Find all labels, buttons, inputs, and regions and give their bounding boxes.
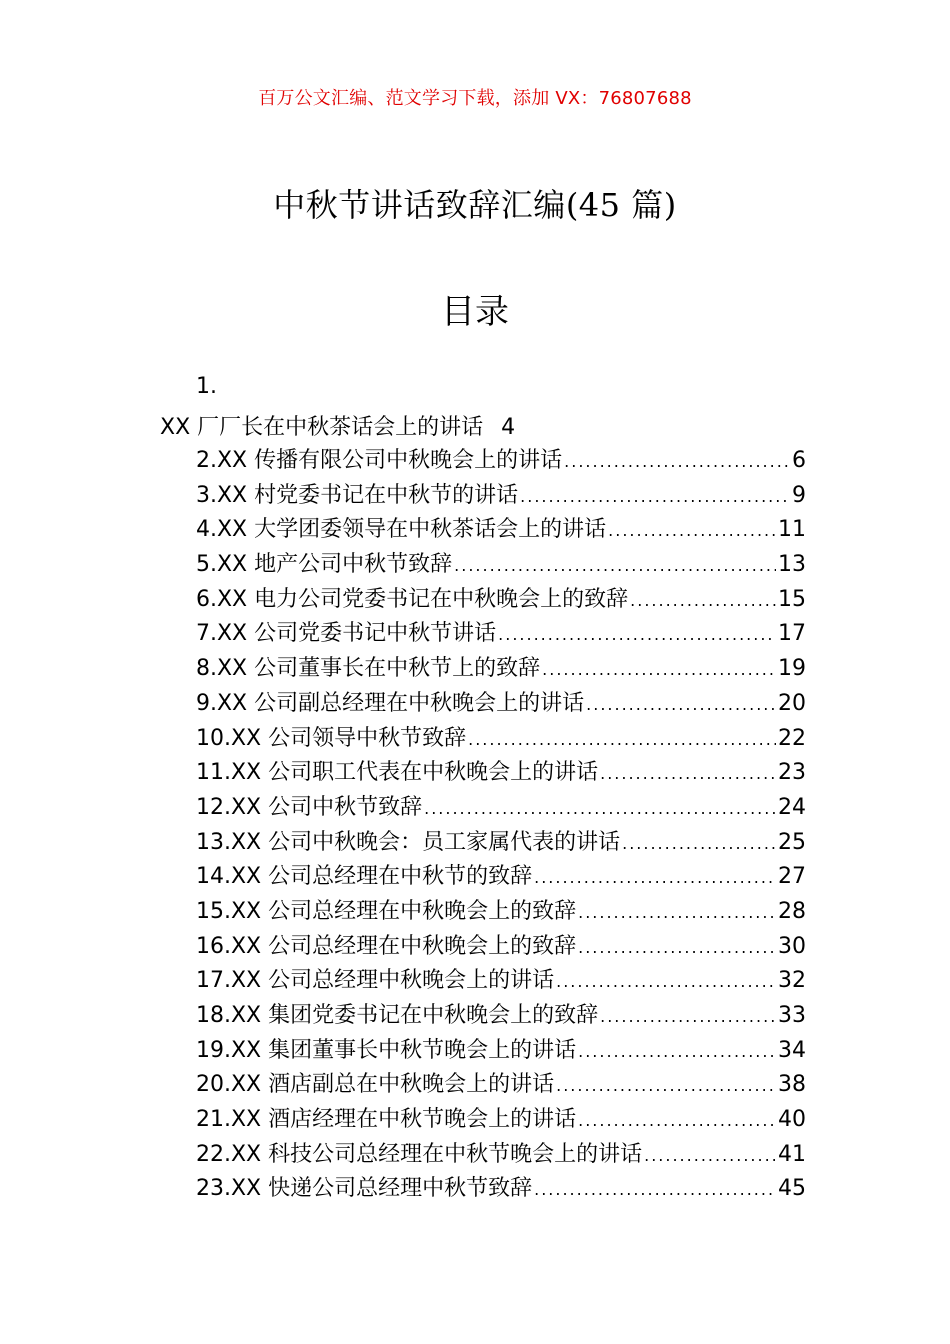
toc-entry[interactable] xyxy=(196,756,806,791)
toc-entry[interactable] xyxy=(196,895,806,930)
document-title xyxy=(0,180,950,226)
toc-entry-page: 32 xyxy=(778,968,806,994)
toc-entry-label: 8.XX 公司董事长在中秋节上的致辞 xyxy=(196,656,541,682)
document-title-main: 中秋节讲话致辞汇编 xyxy=(273,186,566,224)
toc-entry[interactable] xyxy=(196,1172,806,1207)
toc-entry-label: 6.XX 电力公司党委书记在中秋晚会上的致辞 xyxy=(196,586,629,612)
toc-entry-label: 5.XX 地产公司中秋节致辞 xyxy=(196,552,453,578)
toc-entry-page: 19 xyxy=(778,656,806,682)
toc-dot-leader xyxy=(600,999,776,1035)
toc-dot-leader xyxy=(520,479,790,515)
toc-dot-leader xyxy=(556,964,776,1000)
toc-entry[interactable] xyxy=(196,1103,806,1138)
toc-dot-leader xyxy=(578,930,776,966)
toc-dot-leader xyxy=(556,1068,776,1104)
toc-entry-label: 19.XX 集团董事长中秋节晚会上的讲话 xyxy=(196,1037,577,1063)
toc-entry-1-page: 4 xyxy=(501,415,516,440)
toc-entry-page: 28 xyxy=(778,898,806,924)
toc-entry-page: 27 xyxy=(778,864,806,890)
toc-dot-leader xyxy=(578,1034,776,1070)
toc-entry-page: 34 xyxy=(778,1037,806,1063)
toc-entry-label: 15.XX 公司总经理在中秋晚会上的致辞 xyxy=(196,898,577,924)
toc-entry-page: 38 xyxy=(778,1072,806,1098)
toc-dot-leader xyxy=(468,722,776,758)
toc-entry[interactable] xyxy=(196,1034,806,1069)
toc-entry-label: 14.XX 公司总经理在中秋节的致辞 xyxy=(196,864,533,890)
toc-dot-leader xyxy=(578,895,776,931)
toc-entry-label: 16.XX 公司总经理在中秋晚会上的致辞 xyxy=(196,933,577,959)
toc-entry-page: 13 xyxy=(778,552,806,578)
toc-entry-page: 15 xyxy=(778,586,806,612)
toc-entry-label: 22.XX 科技公司总经理在中秋节晚会上的讲话 xyxy=(196,1141,643,1167)
toc-entry[interactable] xyxy=(196,722,806,757)
toc-entry[interactable] xyxy=(196,652,806,687)
toc-entry[interactable] xyxy=(196,860,806,895)
toc-entry-page: 6 xyxy=(792,448,806,473)
toc-entry[interactable] xyxy=(196,617,806,652)
toc-entry-1[interactable] xyxy=(160,410,515,441)
toc-entry-page: 17 xyxy=(778,621,806,647)
toc-entry-label: 17.XX 公司总经理中秋晚会上的讲话 xyxy=(196,968,555,994)
toc-entry-label: 11.XX 公司职工代表在中秋晚会上的讲话 xyxy=(196,760,599,786)
toc-entry-label: 20.XX 酒店副总在中秋晚会上的讲话 xyxy=(196,1072,555,1098)
toc-dot-leader xyxy=(630,583,776,619)
toc-dot-leader xyxy=(498,617,776,653)
toc-dot-leader xyxy=(600,756,776,792)
toc-dot-leader xyxy=(534,860,776,896)
toc-entry[interactable] xyxy=(196,791,806,826)
toc-entry-label: 23.XX 快递公司总经理中秋节致辞 xyxy=(196,1176,533,1202)
toc-entry[interactable] xyxy=(196,548,806,583)
toc-dot-leader xyxy=(578,1103,776,1139)
toc-entry-label: 21.XX 酒店经理在中秋节晚会上的讲话 xyxy=(196,1107,577,1133)
toc-entry-label: 4.XX 大学团委领导在中秋茶话会上的讲话 xyxy=(196,517,607,543)
toc-dot-leader xyxy=(564,444,790,480)
toc-entry-page: 22 xyxy=(778,725,806,751)
toc-entry[interactable] xyxy=(196,930,806,965)
toc-entry-label: 9.XX 公司副总经理在中秋晚会上的讲话 xyxy=(196,690,585,716)
toc-entry-page: 30 xyxy=(778,933,806,959)
toc-dot-leader xyxy=(454,548,776,584)
toc-entry[interactable] xyxy=(196,1138,806,1173)
toc-entry[interactable] xyxy=(196,687,806,722)
toc-entry-page: 11 xyxy=(778,517,806,543)
toc-heading: 目录 xyxy=(441,292,509,332)
toc-entry-page: 33 xyxy=(778,1003,806,1028)
toc-entry[interactable] xyxy=(196,826,806,861)
toc-entry-page: 41 xyxy=(778,1141,806,1167)
table-of-contents xyxy=(196,444,806,1207)
toc-dot-leader xyxy=(542,652,776,688)
toc-entry-1-number: 1. xyxy=(196,374,217,399)
toc-dot-leader xyxy=(424,791,776,827)
toc-entry-label: 7.XX 公司党委书记中秋节讲话 xyxy=(196,621,497,647)
toc-entry[interactable] xyxy=(196,583,806,618)
toc-entry-label: 3.XX 村党委书记在中秋节的讲话 xyxy=(196,482,519,508)
toc-entry[interactable] xyxy=(196,444,806,479)
toc-dot-leader xyxy=(622,826,776,862)
toc-dot-leader xyxy=(608,513,776,549)
toc-entry[interactable] xyxy=(196,1068,806,1103)
toc-entry-page: 23 xyxy=(778,760,806,786)
toc-dot-leader xyxy=(644,1138,776,1174)
toc-entry-page: 40 xyxy=(778,1107,806,1133)
toc-entry-label: 10.XX 公司领导中秋节致辞 xyxy=(196,725,467,751)
document-title-count: (45 篇) xyxy=(565,186,677,224)
toc-entry-page: 25 xyxy=(778,829,806,855)
toc-entry[interactable] xyxy=(196,999,806,1034)
toc-entry-1-label: XX 厂厂长在中秋茶话会上的讲话 xyxy=(160,415,484,440)
header-note: 百万公文汇编、范文学习下载，添加 VX：76807688 xyxy=(258,88,692,109)
toc-entry[interactable] xyxy=(196,513,806,548)
toc-entry[interactable] xyxy=(196,479,806,514)
toc-dot-leader xyxy=(586,687,776,723)
toc-entry-label: 2.XX 传播有限公司中秋晚会上的讲话 xyxy=(196,448,563,473)
toc-entry[interactable] xyxy=(196,964,806,999)
toc-entry-label: 18.XX 集团党委书记在中秋晚会上的致辞 xyxy=(196,1003,599,1028)
toc-entry-page: 20 xyxy=(778,690,806,716)
toc-entry-label: 13.XX 公司中秋晚会：员工家属代表的讲话 xyxy=(196,829,621,855)
toc-dot-leader xyxy=(534,1172,776,1208)
toc-entry-label: 12.XX 公司中秋节致辞 xyxy=(196,794,423,820)
toc-entry-page: 9 xyxy=(792,482,806,508)
toc-entry-page: 24 xyxy=(778,794,806,820)
toc-entry-page: 45 xyxy=(778,1176,806,1202)
